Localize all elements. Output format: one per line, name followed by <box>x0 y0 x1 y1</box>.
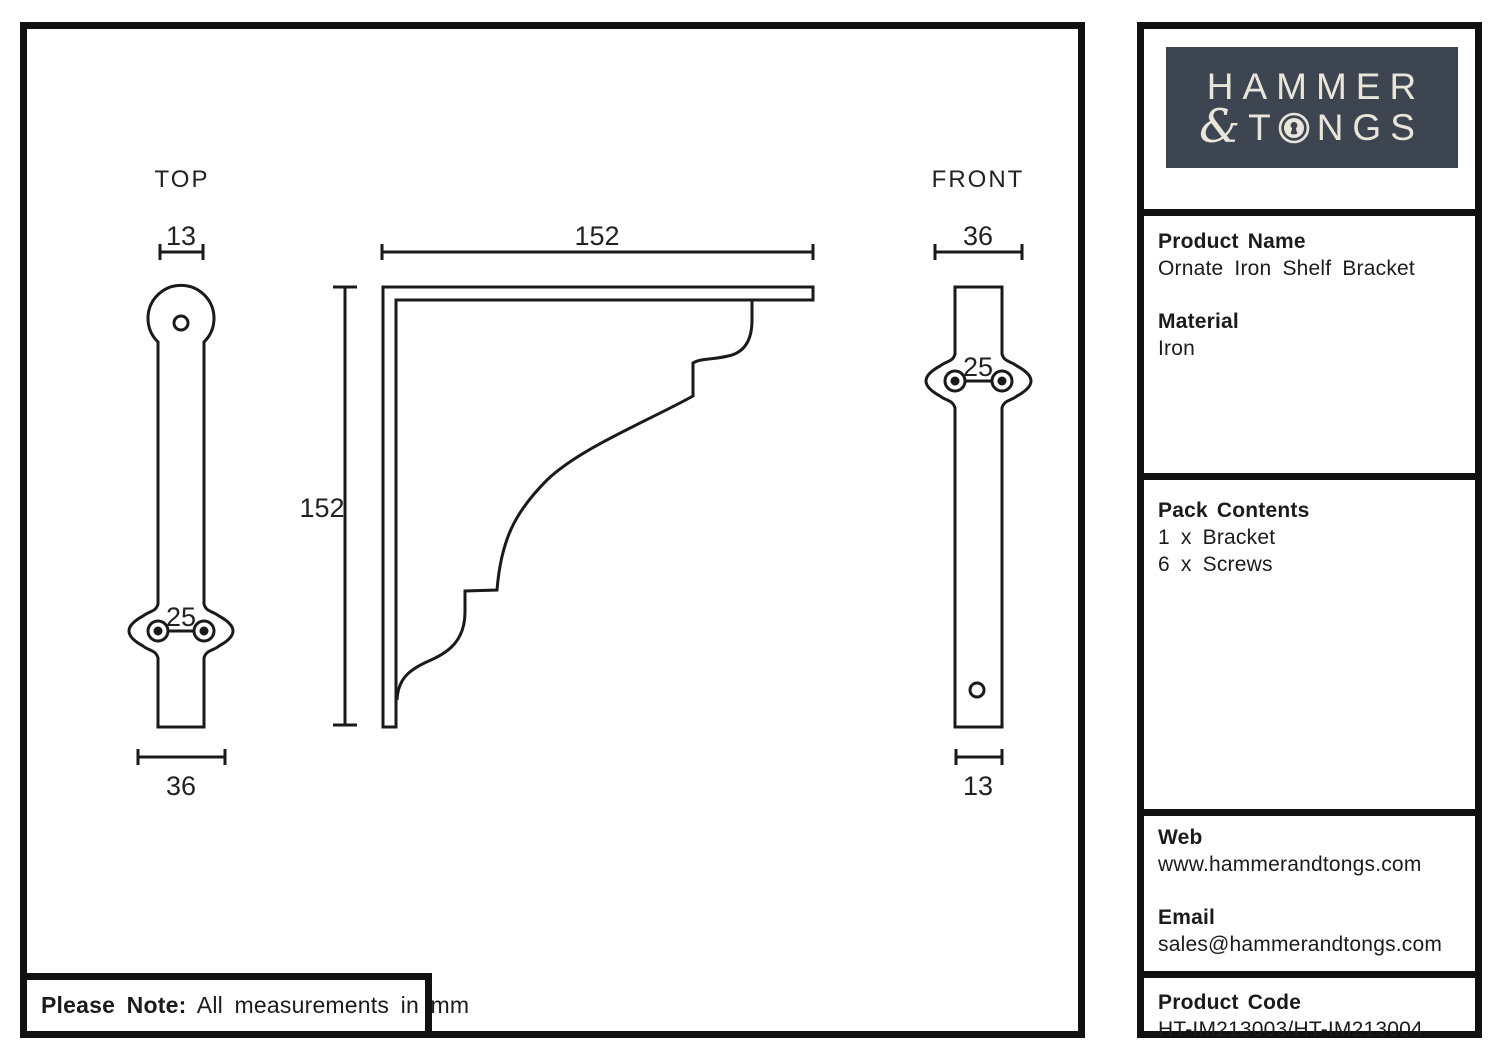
material-group <box>1158 308 1465 362</box>
product-section <box>1144 216 1475 480</box>
logo-word-hammer: HAMMER <box>1206 65 1426 107</box>
pack-contents-section <box>1144 480 1475 816</box>
top-view-outline <box>129 285 233 727</box>
logo-tongs-ngs: NGS <box>1316 106 1424 148</box>
front-dim-25-label: 25 <box>962 352 994 382</box>
front-dim-36-label: 36 <box>962 221 994 251</box>
side-dim-width-label: 152 <box>574 221 620 251</box>
logo-ampersand: & <box>1199 98 1241 153</box>
web-value: www.hammerandtongs.com <box>1158 853 1422 876</box>
pack-contents-item: 1 x Bracket <box>1158 526 1276 549</box>
side-view <box>299 221 813 727</box>
pack-contents-item: 6 x Screws <box>1158 553 1273 576</box>
logo-section <box>1144 47 1475 216</box>
note-label: Please Note: <box>41 992 187 1018</box>
product-name-label: Product Name <box>1158 230 1306 253</box>
product-code-section <box>1144 978 1475 1049</box>
top-dim-36-label: 36 <box>165 771 197 801</box>
logo-word-tongs <box>1199 98 1424 153</box>
front-dim-13-label: 13 <box>962 771 994 801</box>
front-view <box>926 166 1031 801</box>
web-group <box>1158 824 1465 878</box>
material-label: Material <box>1158 310 1239 333</box>
note-body: All measurements in mm <box>196 992 470 1018</box>
product-name-value: Ornate Iron Shelf Bracket <box>1158 257 1415 280</box>
top-view-title: TOP <box>154 166 210 193</box>
product-code-value: HT-IM213003/HT-IM213004 <box>1158 1018 1423 1041</box>
hammer-and-tongs-logo <box>1166 47 1458 168</box>
measurement-note <box>20 973 470 1038</box>
email-label: Email <box>1158 906 1216 929</box>
bracket-strap-outline <box>383 287 813 727</box>
web-label: Web <box>1158 826 1203 849</box>
top-washer-right-dot <box>200 627 209 636</box>
contact-section <box>1144 816 1475 978</box>
info-sidebar <box>1137 22 1482 1041</box>
front-washer-right-dot <box>998 377 1007 386</box>
front-dim-13-line <box>956 749 1002 765</box>
product-code-label: Product Code <box>1158 991 1302 1014</box>
front-washer-left-dot <box>951 377 960 386</box>
product-name-group <box>1158 228 1465 282</box>
front-view-title: FRONT <box>931 166 1025 193</box>
top-dim-25-label: 25 <box>165 602 197 632</box>
note-text <box>41 992 469 1019</box>
top-washer-left-dot <box>154 627 163 636</box>
side-dim-height-label: 152 <box>299 493 345 523</box>
keyhole-icon <box>1278 112 1310 144</box>
pack-contents-label: Pack Contents <box>1158 499 1310 522</box>
logo-tongs-t: T <box>1248 106 1280 148</box>
top-dim-13-label: 13 <box>165 221 197 251</box>
top-dim-36-line <box>138 749 225 765</box>
bracket-ornate-curve <box>397 300 752 700</box>
email-group <box>1158 904 1465 958</box>
email-value: sales@hammerandtongs.com <box>1158 933 1443 956</box>
material-value: Iron <box>1158 337 1195 360</box>
top-view <box>129 166 233 801</box>
